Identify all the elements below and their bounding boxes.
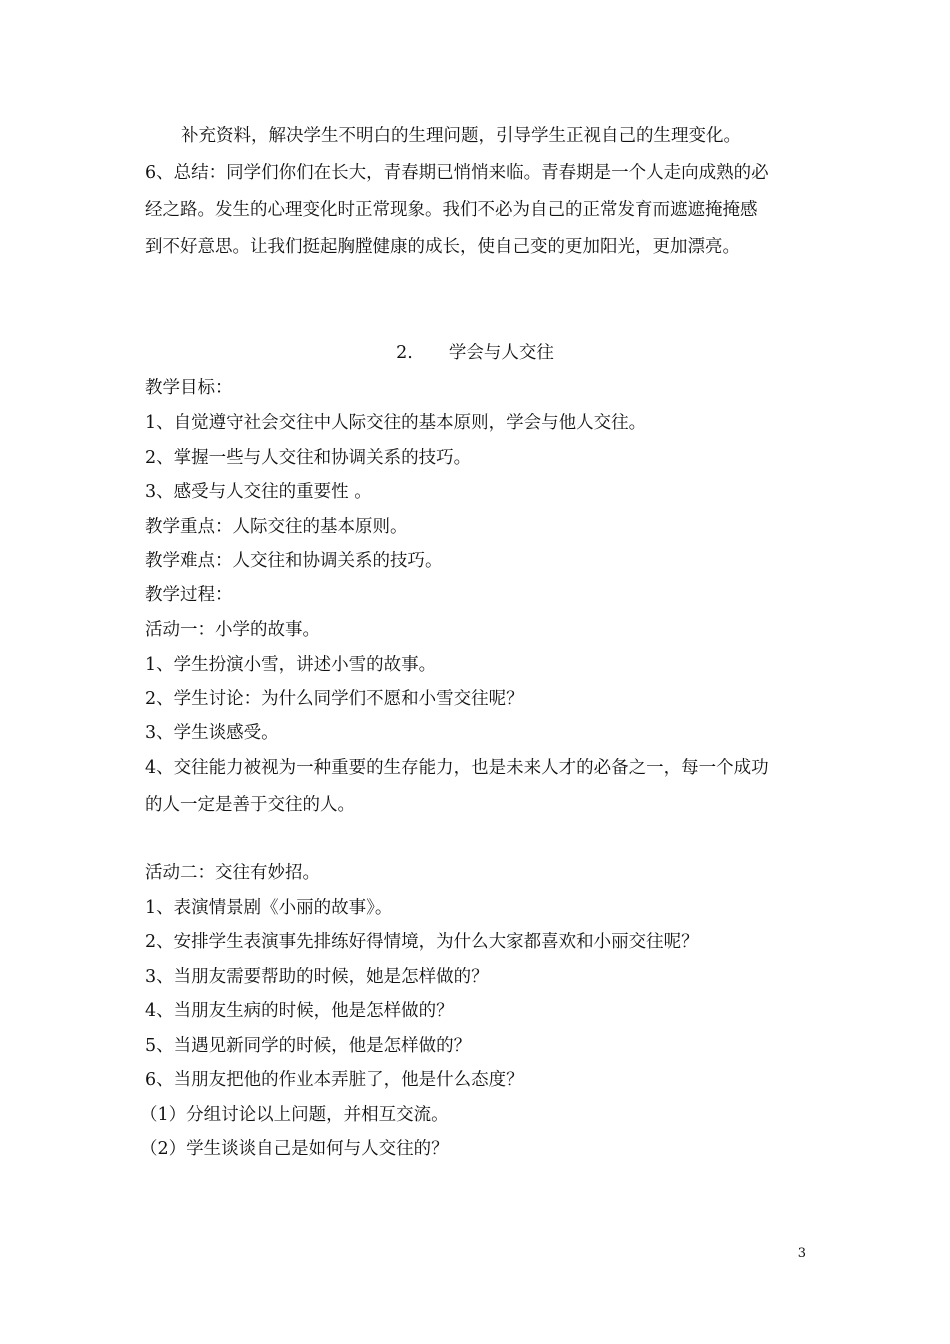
activity2-item: 4、当朋友生病的时候，他是怎样做的？ [145, 1001, 454, 1021]
supplement-paragraph: 补充资料，解决学生不明白的生理问题，引导学生正视自己的生理变化。 [181, 126, 741, 146]
lesson-title [0, 342, 950, 364]
activity2-item: 5、当遇见新同学的时候，他是怎样做的？ [145, 1036, 472, 1056]
activity1-item4-line2: 的人一定是善于交往的人。 [145, 795, 355, 815]
activity2-item: 3、当朋友需要帮助的时候，她是怎样做的？ [145, 967, 489, 987]
summary-line-2: 经之路。发生的心理变化时正常现象。我们不必为自己的正常发育而遮遮掩掩感 [145, 200, 758, 220]
goal-item: 2、掌握一些与人交往和协调关系的技巧。 [145, 448, 472, 468]
activity2-item: 2、安排学生表演事先排练好得情境，为什么大家都喜欢和小丽交往呢？ [145, 932, 699, 952]
goals-heading: 教学目标： [145, 378, 233, 398]
difficulty: 教学难点：人交往和协调关系的技巧。 [145, 551, 443, 571]
activity2-item: 6、当朋友把他的作业本弄脏了，他是什么态度？ [145, 1070, 524, 1090]
activity2-heading: 活动二：交往有妙招。 [145, 863, 320, 883]
activity1-item4-line1: 4、交往能力被视为一种重要的生存能力，也是未来人才的必备之一，每一个成功 [145, 758, 769, 778]
activity1-heading: 活动一：小学的故事。 [145, 620, 320, 640]
key-point: 教学重点：人际交往的基本原则。 [145, 517, 408, 537]
summary-line-3: 到不好意思。让我们挺起胸膛健康的成长，使自己变的更加阳光，更加漂亮。 [145, 237, 740, 257]
lesson-number: 2. [396, 343, 413, 363]
activity2-sub-item: （2）学生谈谈自己是如何与人交往的？ [140, 1139, 449, 1159]
page-number: 3 [797, 1246, 806, 1261]
activity1-item: 2、学生讨论：为什么同学们不愿和小雪交往呢？ [145, 689, 524, 709]
lesson-title-text: 学会与人交往 [448, 343, 554, 363]
process-heading: 教学过程： [145, 585, 233, 605]
activity1-item: 3、学生谈感受。 [145, 723, 279, 743]
activity1-item: 1、学生扮演小雪，讲述小雪的故事。 [145, 655, 437, 675]
summary-line-1: 6、总结：同学们你们在长大，青春期已悄悄来临。青春期是一个人走向成熟的必 [145, 163, 769, 183]
activity2-sub-item: （1）分组讨论以上问题，并相互交流。 [140, 1105, 449, 1125]
activity2-item: 1、表演情景剧《小丽的故事》。 [145, 898, 393, 918]
goal-item: 3、感受与人交往的重要性 。 [145, 482, 372, 502]
goal-item: 1、自觉遵守社会交往中人际交往的基本原则，学会与他人交往。 [145, 413, 647, 433]
